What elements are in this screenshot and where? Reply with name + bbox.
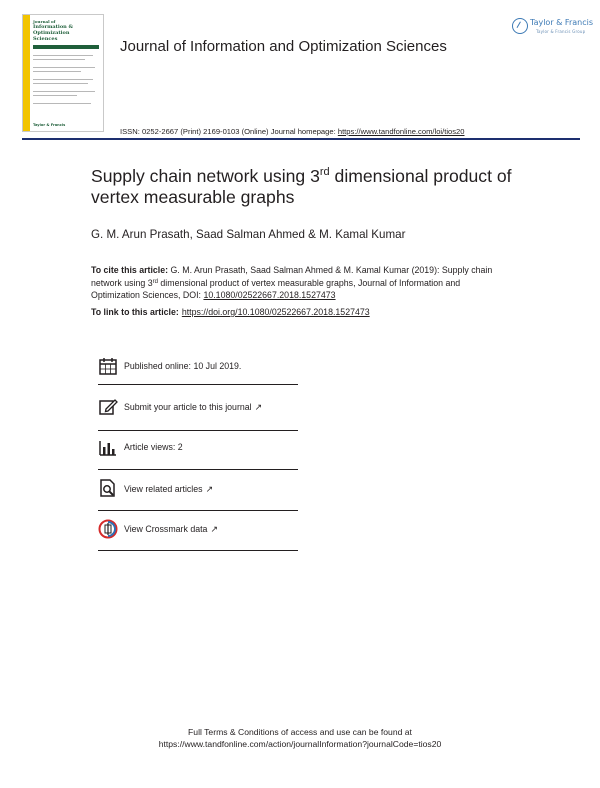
cover-publisher: Taylor & Francis — [33, 123, 66, 127]
logo-name: Taylor & Francis — [530, 18, 593, 27]
related-articles-row[interactable] — [98, 478, 298, 518]
cover-title-line: Information & — [33, 24, 74, 30]
edit-icon — [98, 397, 118, 417]
crossmark-row[interactable] — [98, 519, 298, 559]
related-articles-link[interactable]: View related articles ↗ — [124, 484, 214, 494]
info-divider — [98, 510, 298, 511]
external-link-icon: ↗ — [205, 484, 214, 494]
published-date: Published online: 10 Jul 2019. — [124, 361, 242, 371]
journal-homepage-link[interactable]: https://www.tandfonline.com/loi/tios20 — [337, 127, 465, 136]
crossmark-link[interactable]: View Crossmark data ↗ — [124, 524, 218, 534]
footer — [0, 726, 600, 750]
doi-link[interactable]: 10.1080/02522667.2018.1527473 — [203, 290, 336, 300]
article-title: Supply chain network using 3rd dimensional product of vertex measurable graphs — [91, 166, 512, 207]
footer-terms-text: Full Terms & Conditions of access and use can be found at — [188, 727, 412, 737]
info-divider — [98, 469, 298, 470]
info-divider — [98, 550, 298, 551]
footer-terms-link[interactable]: https://www.tandfonline.com/action/journalInformation?journalCode=tios20 — [158, 739, 442, 749]
article-authors: G. M. Arun Prasath, Saad Salman Ahmed & M. Kamal Kumar — [91, 228, 406, 241]
header-divider — [22, 138, 580, 140]
crossmark-icon — [98, 519, 118, 539]
cover-title-line: Journal of — [33, 19, 56, 24]
link-label: To link to this article: — [91, 307, 179, 317]
article-doi-link[interactable]: https://doi.org/10.1080/02522667.2018.1527473 — [181, 307, 370, 317]
logo-subtitle: Taylor & Francis Group — [536, 29, 586, 34]
info-divider — [98, 384, 298, 385]
article-link-line — [91, 307, 370, 317]
issn-line — [120, 127, 464, 136]
cover-title-line: Optimization — [33, 30, 70, 36]
journal-cover-thumbnail — [22, 14, 104, 132]
external-link-icon: ↗ — [254, 402, 263, 412]
article-views-row — [98, 437, 298, 477]
search-document-icon — [98, 478, 118, 498]
submit-article-link[interactable]: Submit your article to this journal ↗ — [124, 402, 263, 412]
calendar-icon — [98, 356, 118, 376]
publisher-logo — [512, 14, 593, 42]
citation-label: To cite this article: — [91, 265, 169, 275]
article-views-count: Article views: 2 — [124, 442, 183, 452]
submit-article-row[interactable] — [98, 397, 298, 437]
info-divider — [98, 430, 298, 431]
journal-title: Journal of Information and Optimization Sciences — [120, 38, 447, 55]
issn-text: ISSN: 0252-2667 (Print) 2169-0103 (Online) Journal homepage: — [120, 127, 336, 136]
published-online-row — [98, 356, 298, 396]
external-link-icon: ↗ — [210, 524, 218, 534]
bar-chart-icon — [98, 437, 118, 457]
cover-title-line: Sciences — [33, 36, 58, 42]
citation-block: To cite this article: G. M. Arun Prasath, Saad Salman Ahmed & M. Kamal Kumar (2019): Supply chain network using 3rd dimensional product of vertex measurable graphs, Journal of Information and Optimization Sciences, DOI: 10.1080/02522667.2018.1527473 — [91, 265, 493, 300]
logo-icon — [512, 18, 528, 34]
